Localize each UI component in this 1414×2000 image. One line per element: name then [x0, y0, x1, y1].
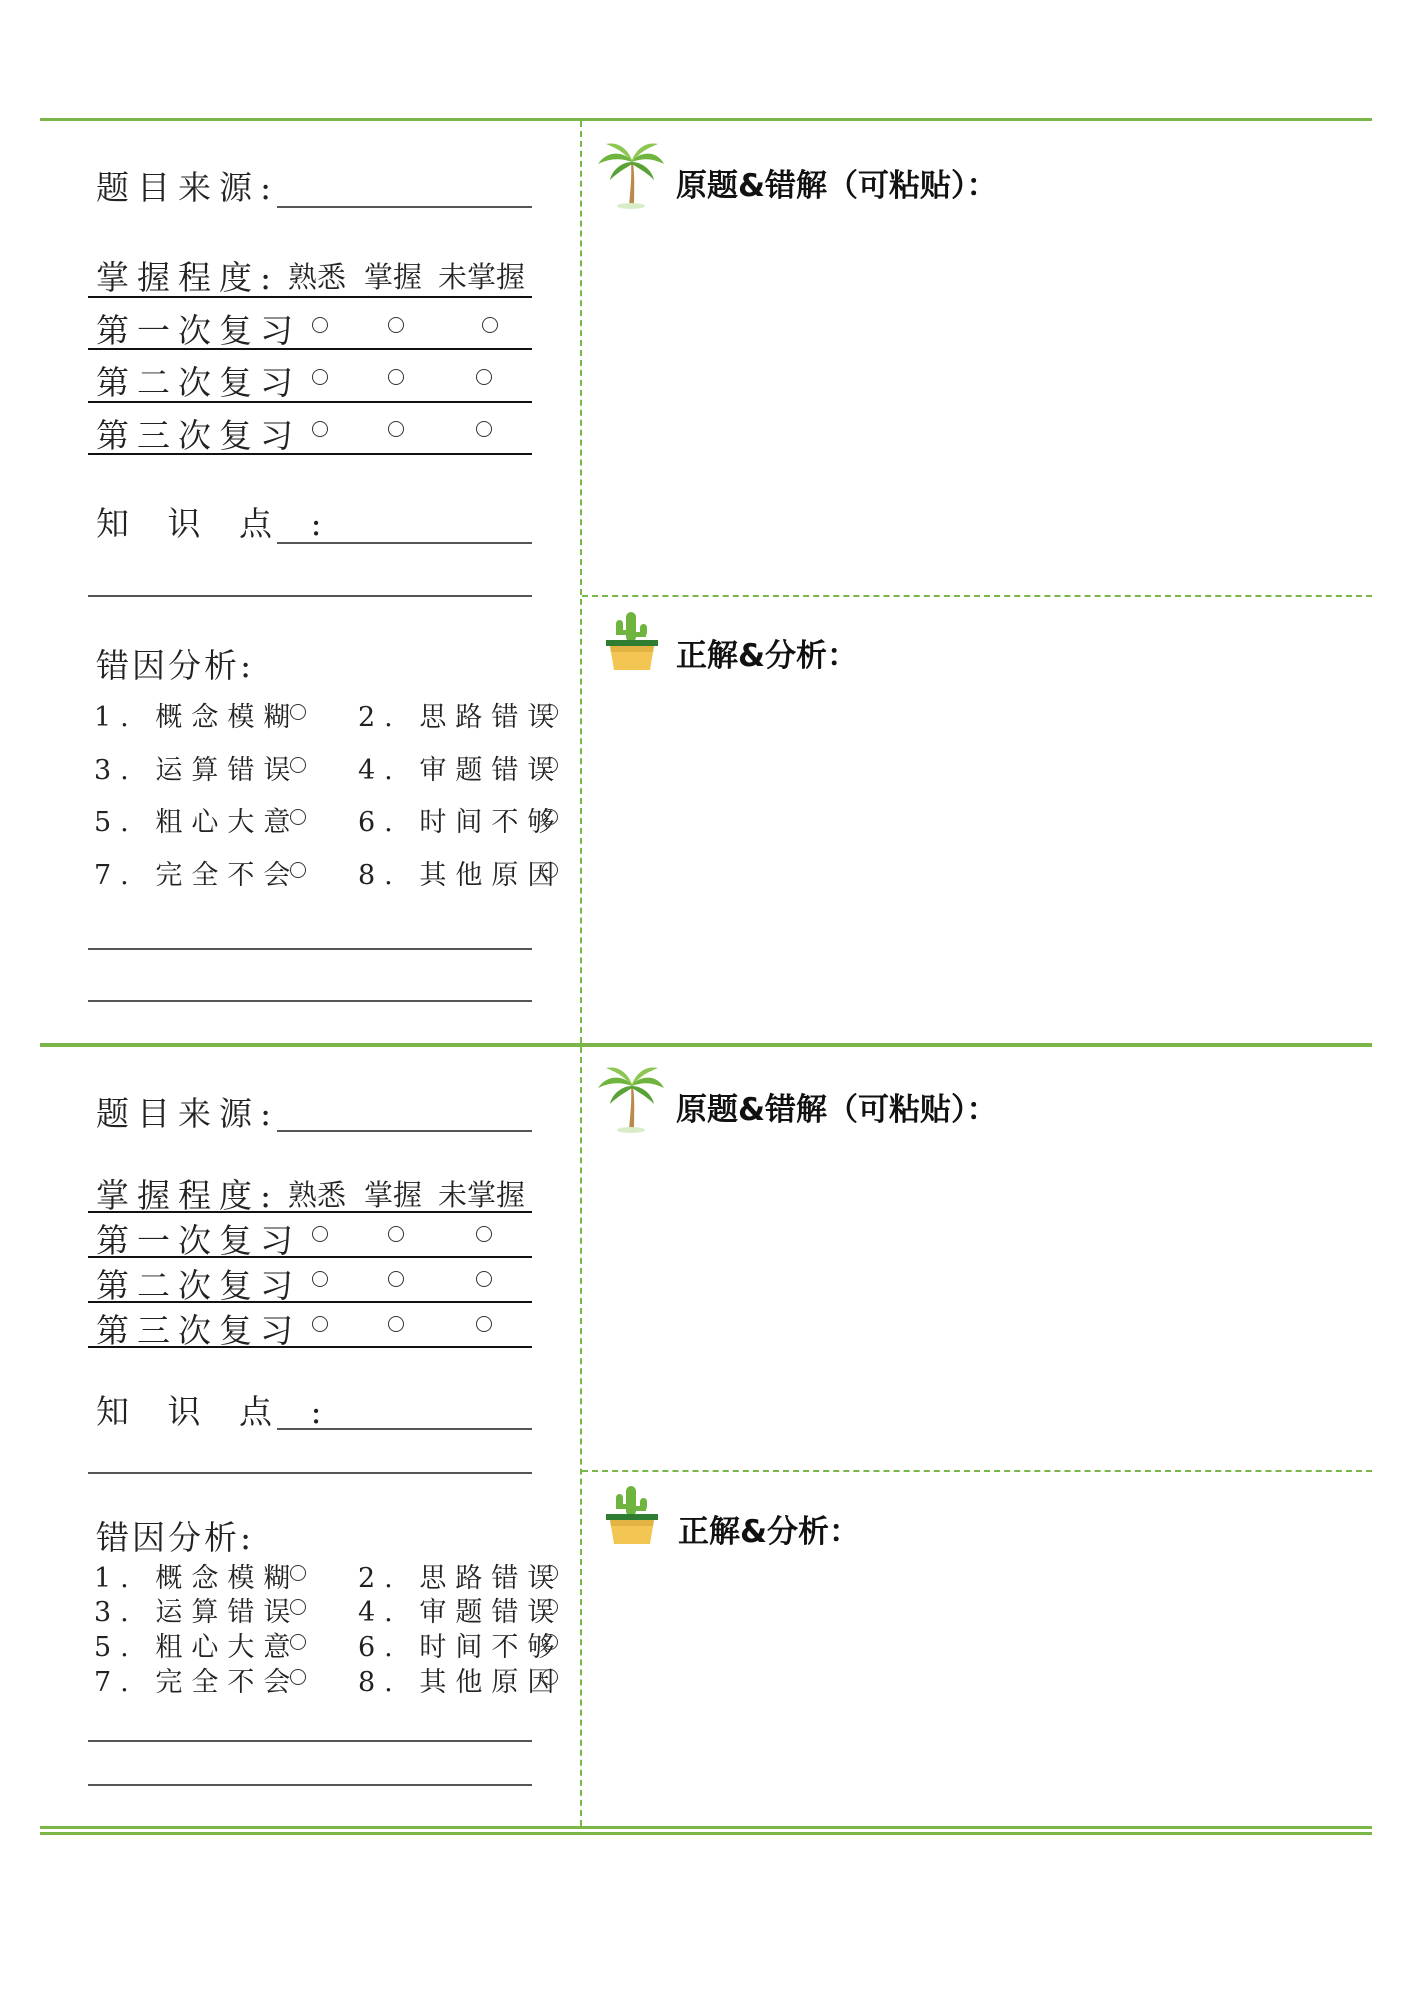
- review-1-not-mastered-radio[interactable]: [476, 1226, 492, 1242]
- review-3-rule: [88, 453, 532, 455]
- solution-heading: 正解&分析：: [678, 1514, 861, 1550]
- review-2-label: 第二次复习: [96, 363, 301, 402]
- review-3-familiar-radio[interactable]: [312, 1316, 328, 1332]
- error-reason-3: 3. 运算错误: [94, 755, 300, 786]
- review-2-not-mastered-radio[interactable]: [476, 369, 492, 385]
- review-2-rule: [88, 401, 532, 403]
- knowledge-field-line-2[interactable]: [88, 1472, 532, 1474]
- review-2-familiar-radio[interactable]: [312, 1271, 328, 1287]
- review-2-label: 第二次复习: [96, 1266, 301, 1305]
- mastery-option-not-mastered: 未掌握: [438, 260, 526, 294]
- bottom-border-line: [40, 1826, 1372, 1829]
- error-reason-4: 4. 审题错误: [358, 1597, 564, 1628]
- error-reason-3-radio[interactable]: [290, 757, 306, 773]
- column-divider-1: [580, 121, 582, 1043]
- mastery-option-mastered: 掌握: [364, 260, 423, 294]
- review-3-familiar-radio[interactable]: [312, 421, 328, 437]
- error-reason-1: 1. 概念模糊: [94, 702, 300, 733]
- error-reason-2: 2. 思路错误: [358, 1563, 564, 1594]
- error-reason-3-radio[interactable]: [290, 1599, 306, 1615]
- error-reason-2: 2. 思路错误: [358, 702, 564, 733]
- section-divider-1: [582, 595, 1372, 597]
- review-3-label: 第三次复习: [96, 1311, 301, 1350]
- section-divider-2: [582, 1470, 1372, 1472]
- knowledge-label: 知 识 点 :: [96, 1392, 336, 1431]
- notes-line-1[interactable]: [88, 948, 532, 950]
- error-reason-1-radio[interactable]: [290, 1565, 306, 1581]
- error-reason-7: 7. 完全不会: [94, 860, 300, 891]
- error-analysis-label: 错因分析:: [96, 1518, 255, 1557]
- error-reason-6: 6. 时间不够: [358, 1632, 564, 1663]
- mastery-label: 掌握程度:: [96, 1176, 280, 1215]
- knowledge-field[interactable]: [277, 542, 532, 544]
- review-3-not-mastered-radio[interactable]: [476, 1316, 492, 1332]
- review-3-not-mastered-radio[interactable]: [476, 421, 492, 437]
- mastery-rule: [88, 296, 532, 298]
- review-1-familiar-radio[interactable]: [312, 317, 328, 333]
- palm-tree-icon: [596, 1064, 666, 1134]
- error-reason-8: 8. 其他原因: [358, 860, 564, 891]
- error-reason-2-radio[interactable]: [542, 704, 558, 720]
- review-1-label: 第一次复习: [96, 311, 301, 350]
- review-2-mastered-radio[interactable]: [388, 1271, 404, 1287]
- source-label: 题目来源:: [96, 1094, 280, 1133]
- source-label: 题目来源:: [96, 168, 280, 207]
- review-1-rule: [88, 1256, 532, 1258]
- cactus-pot-icon: [604, 610, 660, 672]
- knowledge-field-line-2[interactable]: [88, 595, 532, 597]
- top-border-line: [40, 118, 1372, 121]
- notes-line-1[interactable]: [88, 1740, 532, 1742]
- error-reason-6-radio[interactable]: [542, 809, 558, 825]
- review-1-not-mastered-radio[interactable]: [482, 317, 498, 333]
- error-reason-4: 4. 审题错误: [358, 755, 564, 786]
- solution-heading: 正解&分析：: [676, 638, 859, 674]
- error-reason-5: 5. 粗心大意: [94, 1632, 300, 1663]
- review-1-rule: [88, 348, 532, 350]
- error-reason-2-radio[interactable]: [542, 1565, 558, 1581]
- error-reason-5: 5. 粗心大意: [94, 807, 300, 838]
- original-problem-heading: 原题&错解（可粘贴）：: [676, 168, 998, 204]
- error-reason-7-radio[interactable]: [290, 862, 306, 878]
- review-1-familiar-radio[interactable]: [312, 1226, 328, 1242]
- error-reason-6: 6. 时间不够: [358, 807, 564, 838]
- review-2-familiar-radio[interactable]: [312, 369, 328, 385]
- review-3-mastered-radio[interactable]: [388, 421, 404, 437]
- error-reason-8-radio[interactable]: [542, 862, 558, 878]
- error-reason-1: 1. 概念模糊: [94, 1563, 300, 1594]
- error-reason-7-radio[interactable]: [290, 1669, 306, 1685]
- card-divider-line: [40, 1043, 1372, 1047]
- mastery-option-mastered: 掌握: [364, 1178, 423, 1212]
- review-1-mastered-radio[interactable]: [388, 1226, 404, 1242]
- original-problem-heading: 原题&错解（可粘贴）：: [676, 1092, 998, 1128]
- knowledge-field[interactable]: [277, 1428, 532, 1430]
- review-3-mastered-radio[interactable]: [388, 1316, 404, 1332]
- mastery-option-familiar: 熟悉: [288, 260, 347, 294]
- error-reason-3: 3. 运算错误: [94, 1597, 300, 1628]
- error-reason-8: 8. 其他原因: [358, 1667, 564, 1698]
- error-reason-7: 7. 完全不会: [94, 1667, 300, 1698]
- mastery-option-not-mastered: 未掌握: [438, 1178, 526, 1212]
- review-2-rule: [88, 1301, 532, 1303]
- review-3-rule: [88, 1346, 532, 1348]
- palm-tree-icon: [596, 140, 666, 210]
- source-field[interactable]: [277, 1130, 532, 1132]
- error-reason-8-radio[interactable]: [542, 1669, 558, 1685]
- notes-line-2[interactable]: [88, 1000, 532, 1002]
- error-reason-5-radio[interactable]: [290, 809, 306, 825]
- cactus-pot-icon: [604, 1484, 660, 1546]
- bottom-border-line-2: [40, 1832, 1372, 1835]
- error-reason-4-radio[interactable]: [542, 1599, 558, 1615]
- mastery-rule: [88, 1211, 532, 1213]
- source-field[interactable]: [277, 206, 532, 208]
- review-2-mastered-radio[interactable]: [388, 369, 404, 385]
- column-divider-2: [580, 1047, 582, 1826]
- error-reason-6-radio[interactable]: [542, 1634, 558, 1650]
- review-3-label: 第三次复习: [96, 416, 301, 455]
- review-1-mastered-radio[interactable]: [388, 317, 404, 333]
- error-analysis-label: 错因分析:: [96, 646, 255, 685]
- notes-line-2[interactable]: [88, 1784, 532, 1786]
- mastery-option-familiar: 熟悉: [288, 1178, 347, 1212]
- review-1-label: 第一次复习: [96, 1221, 301, 1260]
- error-reason-4-radio[interactable]: [542, 757, 558, 773]
- error-reason-1-radio[interactable]: [290, 704, 306, 720]
- review-2-not-mastered-radio[interactable]: [476, 1271, 492, 1287]
- error-reason-5-radio[interactable]: [290, 1634, 306, 1650]
- knowledge-label: 知 识 点 :: [96, 504, 336, 543]
- mastery-label: 掌握程度:: [96, 258, 280, 297]
